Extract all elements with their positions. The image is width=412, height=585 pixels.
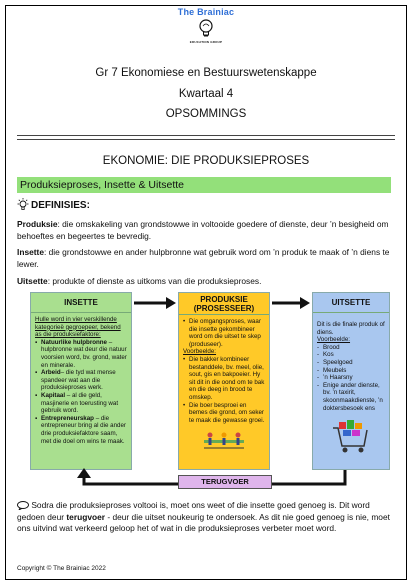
- uitsette-examples-label: Voorbeelde:: [317, 336, 351, 344]
- definition-insette: [17, 247, 395, 270]
- list-item: • Die omgangsproses, waar die insette gekombineer word om die uitset te skep (produseer).: [183, 318, 265, 348]
- list-item: - Enige ander dienste, bv. ’n taxirit, skoonmaakdienste, ’n doktersbesoek ens: [317, 382, 385, 412]
- list-item: - Brood: [317, 344, 385, 352]
- definition-uitsette: [17, 276, 395, 288]
- insette-intro: Hulle word in vier verskillende kategorieë gegroepeer, bekend as die produksiefaktore:: [35, 316, 121, 339]
- list-item: • Die bakker kombineer bestanddele, bv. meel, olie, sout, gis en bakpoeier. Hy sit dit in die oond om te bak en die deeg in brood te omskep.: [183, 356, 265, 402]
- definition-text: : die grondstowwe en ander hulpbronne wat gebruik word om ’n produk te maak of ’n diens te lewer.: [17, 247, 390, 269]
- subsection-bar: Produksieproses, Insette & Uitsette: [17, 177, 391, 193]
- copyright: Copyright © The Brainiac 2022: [17, 565, 106, 572]
- list-item: ▪ Entrepreneurskap – die entrepreneur bring al die ander drie produksiefaktore saam, met die doel om wins te maak.: [35, 415, 127, 445]
- list-item: ▪ Kapitaal – al die geld, masjinerie en toerusting wat gebruik word.: [35, 392, 127, 415]
- divider: [17, 139, 395, 140]
- term-title: Kwartaal 4: [178, 88, 234, 100]
- definition-term: Insette: [17, 247, 44, 257]
- arrow-right-icon: [272, 296, 310, 310]
- definition-produksie: [17, 219, 395, 242]
- idea-bulb-icon: [17, 198, 29, 211]
- list-item: ▪ Natuurlike hulpbronne – hulpbronne wat deur die natuur voorsien word, bv. grond, water en minerale.: [35, 339, 127, 369]
- definition-text: : die omskakeling van grondstowwe in voltooide goedere of dienste, deur ’n besigheid om behoeftes en begeertes te bevredig.: [17, 219, 389, 241]
- list-item: - Meubels: [317, 367, 385, 375]
- speech-bubble-icon: [17, 501, 29, 510]
- produksie-heading: [179, 293, 269, 315]
- production-diagram: [30, 292, 390, 492]
- divider: [17, 135, 395, 136]
- feedback-label: TERUGVOER: [178, 475, 272, 489]
- definitions-heading-text: DEFINISIES:: [31, 200, 90, 211]
- definition-term: Produksie: [17, 219, 58, 229]
- uitsette-column: [312, 292, 390, 470]
- closing-text-2: - deur die uitset noukeurig te ondersoek. As dit nie goed genoeg is nie, moet ons uitvind wat verkeerd geloop het of wat in die produksieproses verbeter moet word.: [17, 511, 390, 533]
- grade-title: Gr 7 Ekonomiese en Bestuurswetenskappe: [95, 67, 317, 79]
- list-item: ▪ Arbeid– die tyd wat mense spandeer wat aan die produksieproses werk.: [35, 369, 127, 392]
- insette-heading: INSETTE: [31, 293, 131, 313]
- factory-workers-icon: [202, 430, 246, 450]
- definition-text: : produkte of dienste as uitkoms van die produksieproses.: [47, 276, 262, 286]
- list-item: • Die boer besproei en bemes die grond, om seker te maak die gewasse groei.: [183, 402, 265, 425]
- produksie-examples-label: Voorbeelde:: [183, 348, 217, 356]
- produksie-heading-line2: (PROSESSEER): [193, 303, 255, 313]
- list-item: - Speelgoed: [317, 359, 385, 367]
- uitsette-intro: Dit is die finale produk of diens.: [317, 321, 385, 336]
- closing-text-1: Sodra die produksieproses voltooi is, moet ons weet of die insette goed genoeg is. Dit word gedoen deur: [17, 500, 370, 522]
- definition-term: Uitsette: [17, 276, 48, 286]
- lightbulb-icon: [198, 19, 214, 37]
- closing-paragraph: [17, 500, 395, 535]
- produksie-heading-line1: PRODUKSIE: [200, 294, 248, 304]
- insette-column: [30, 292, 132, 470]
- section-title: EKONOMIE: DIE PRODUKSIEPROSES: [102, 155, 310, 167]
- closing-term: terugvoer: [66, 511, 106, 522]
- list-item: - Kos: [317, 351, 385, 359]
- shopping-cart-icon: [331, 418, 371, 454]
- produksie-column: [178, 292, 270, 470]
- brand-sub: EDUCATION GROUP: [189, 40, 223, 44]
- list-item: - ’n Haarsny: [317, 374, 385, 382]
- arrow-right-icon: [134, 296, 176, 310]
- logo: [0, 7, 412, 44]
- definitions-heading: [17, 198, 90, 211]
- uitsette-heading: UITSETTE: [313, 293, 389, 313]
- brand-name: The Brainiac: [177, 7, 235, 17]
- doc-type-title: OPSOMMINGS: [165, 108, 247, 120]
